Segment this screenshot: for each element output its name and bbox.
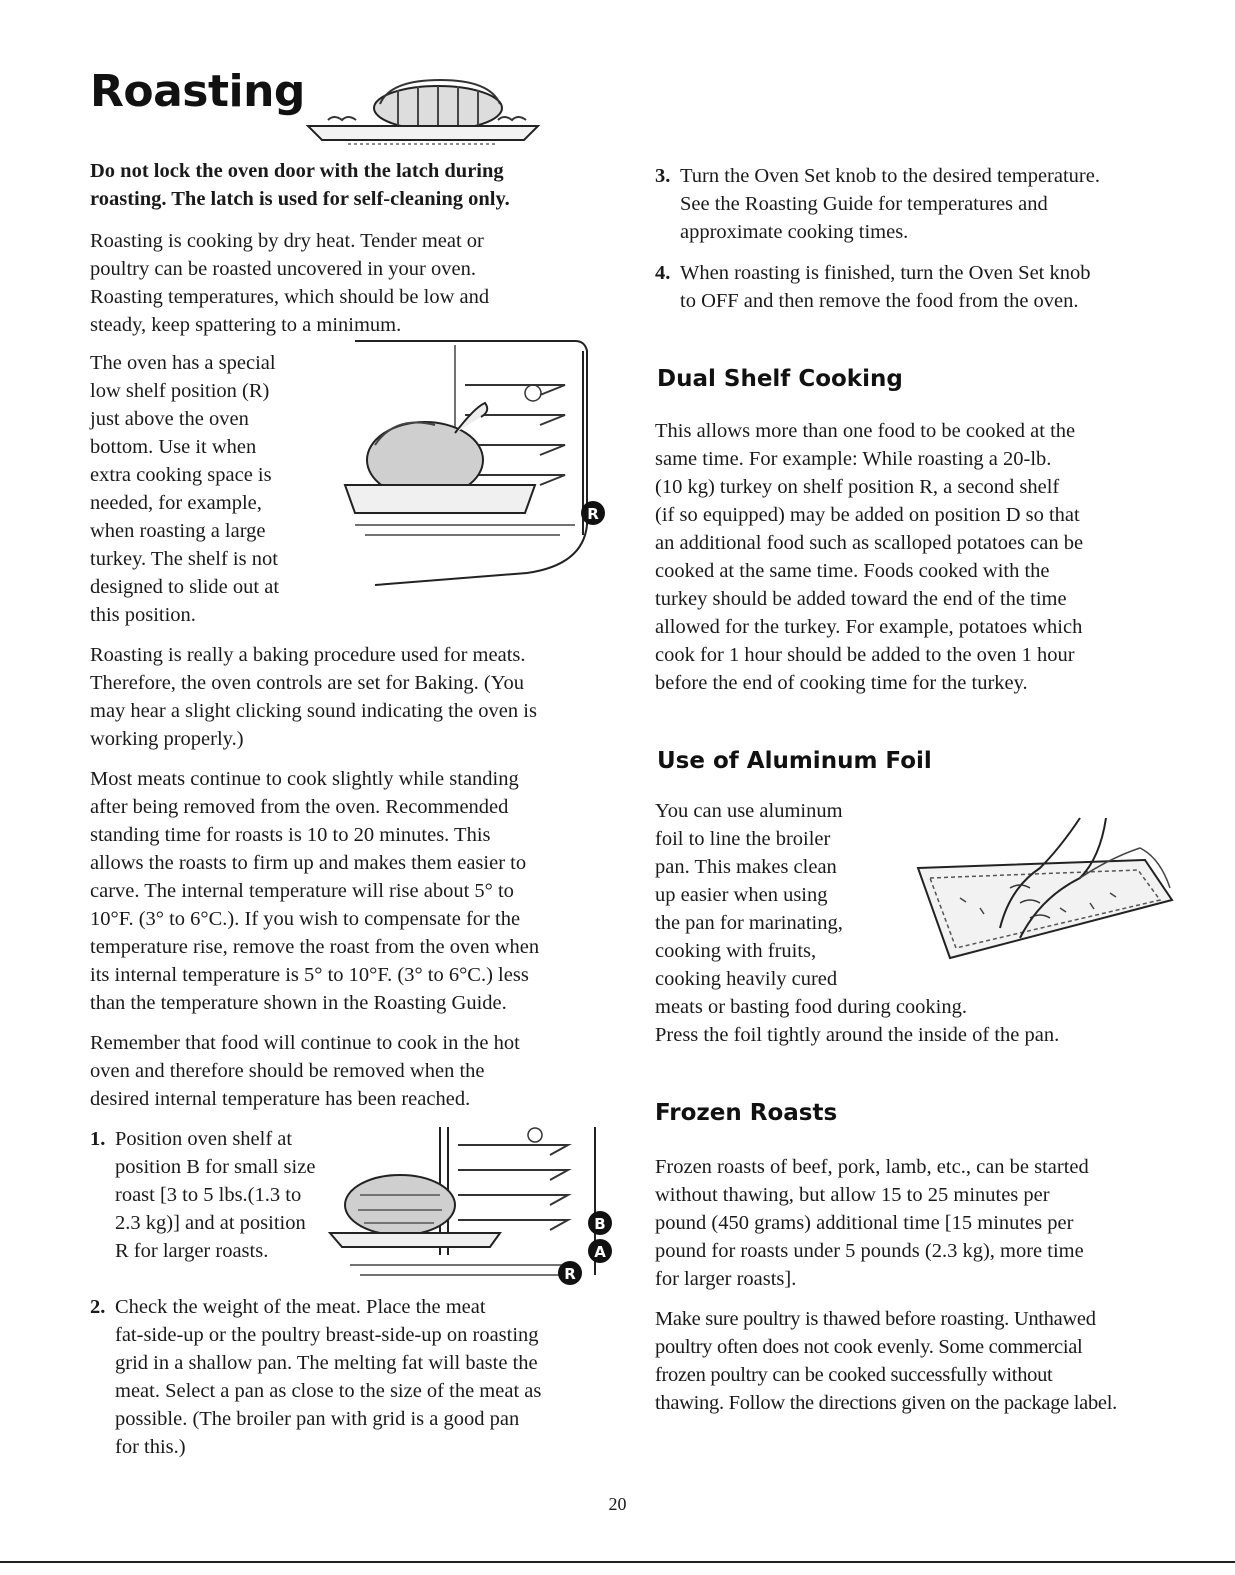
- text-line: roast [3 to 5 lbs.(1.3 to: [115, 1184, 302, 1206]
- text-line: (10 kg) turkey on shelf position R, a second shelf: [655, 476, 1060, 498]
- text-line: temperature rise, remove the roast from the oven when: [90, 936, 540, 958]
- warning-text: [90, 157, 610, 213]
- page-number: 20: [608, 1494, 627, 1514]
- text-line: poultry often does not cook evenly. Some commercial: [655, 1336, 1083, 1358]
- frozen-paragraph-2: [655, 1305, 1195, 1417]
- page-title: Roasting: [90, 66, 305, 117]
- text-line: bottom. Use it when: [90, 436, 257, 458]
- text-line: possible. (The broiler pan with grid is a good pan: [115, 1408, 520, 1430]
- text-line: frozen poultry can be cooked successfully without: [655, 1364, 1053, 1386]
- text-line: Roasting is really a baking procedure used for meats.: [90, 644, 526, 666]
- step-text: [115, 1125, 315, 1265]
- text-line: The oven has a special: [90, 352, 276, 374]
- step-text: [680, 259, 1091, 315]
- warning-line: Do not lock the oven door with the latch during: [90, 160, 504, 182]
- text-line: when roasting a large: [90, 520, 266, 542]
- text-line: cooking with fruits,: [655, 940, 817, 962]
- text-line: after being removed from the oven. Recommended: [90, 796, 509, 818]
- text-line: 10°F. (3° to 6°C.). If you wish to compensate for the: [90, 908, 521, 930]
- text-line: extra cooking space is: [90, 464, 272, 486]
- text-line: Turn the Oven Set knob to the desired temperature.: [680, 165, 1100, 187]
- text-line: position B for small size: [115, 1156, 316, 1178]
- step-1: [90, 1125, 350, 1270]
- roast-oven-illustration: [330, 1125, 615, 1295]
- text-line: its internal temperature is 5° to 10°F. (3° to 6°C.) less: [90, 964, 529, 986]
- text-line: than the temperature shown in the Roasting Guide.: [90, 992, 507, 1014]
- text-line: Remember that food will continue to cook in the hot: [90, 1032, 520, 1054]
- text-line: poultry can be roasted uncovered in your oven.: [90, 258, 476, 280]
- text-line: allowed for the turkey. For example, potatoes which: [655, 616, 1083, 638]
- text-line: pan. This makes clean: [655, 856, 837, 878]
- text-line: Frozen roasts of beef, pork, lamb, etc., can be started: [655, 1156, 1089, 1178]
- text-line: before the end of cooking time for the turkey.: [655, 672, 1028, 694]
- text-line: meat. Select a pan as close to the size of the meat as: [115, 1380, 542, 1402]
- text-line: (if so equipped) may be added on position D so that: [655, 504, 1080, 526]
- step-number: 3.: [655, 165, 671, 187]
- text-line: Make sure poultry is thawed before roasting. Unthawed: [655, 1308, 1096, 1330]
- text-line: approximate cooking times.: [680, 221, 909, 243]
- shelf-badge-a: [588, 1239, 612, 1263]
- step-number: 1.: [90, 1128, 106, 1150]
- foil-heading: Use of Aluminum Foil: [657, 748, 932, 774]
- shelf-badge-b: [588, 1211, 612, 1235]
- svg-text:B: B: [594, 1215, 606, 1233]
- text-line: without thawing, but allow 15 to 25 minutes per: [655, 1184, 1050, 1206]
- text-line: for larger roasts].: [655, 1268, 797, 1290]
- text-line: needed, for example,: [90, 492, 262, 514]
- text-line: just above the oven: [90, 408, 249, 430]
- bottom-rule: [0, 1561, 1235, 1563]
- text-line: You can use aluminum: [655, 800, 843, 822]
- text-line: 2.3 kg)] and at position: [115, 1212, 306, 1234]
- text-line: allows the roasts to firm up and makes them easier to: [90, 852, 527, 874]
- standing-paragraph: [90, 765, 610, 1017]
- text-line: Press the foil tightly around the inside of the pan.: [655, 1024, 1060, 1046]
- step-number: 4.: [655, 262, 671, 284]
- shelf-badge-r: [581, 501, 605, 525]
- text-line: cooked at the same time. Foods cooked with the: [655, 560, 1050, 582]
- warning-line: roasting. The latch is used for self-cleaning only.: [90, 188, 510, 210]
- dual-shelf-paragraph: [655, 417, 1195, 697]
- text-line: Roasting temperatures, which should be low and: [90, 286, 490, 308]
- step-number: 2.: [90, 1296, 106, 1318]
- text-line: Check the weight of the meat. Place the meat: [115, 1296, 486, 1318]
- text-line: thawing. Follow the directions given on the package label.: [655, 1392, 1117, 1414]
- step-4: [655, 259, 1195, 319]
- text-line: meats or basting food during cooking.: [655, 996, 968, 1018]
- text-line: Roasting is cooking by dry heat. Tender meat or: [90, 230, 484, 252]
- frozen-paragraph-1: [655, 1153, 1195, 1293]
- intro-paragraph: [90, 227, 610, 339]
- text-line: low shelf position (R): [90, 380, 270, 402]
- text-line: working properly.): [90, 728, 244, 750]
- step-2: [90, 1293, 610, 1468]
- text-line: pound (450 grams) additional time [15 minutes per: [655, 1212, 1074, 1234]
- shelf-paragraph: [90, 349, 330, 629]
- text-line: This allows more than one food to be cooked at the: [655, 420, 1076, 442]
- text-line: turkey should be added toward the end of the time: [655, 588, 1067, 610]
- roast-pan-illustration: [298, 74, 556, 152]
- text-line: standing time for roasts is 10 to 20 minutes. This: [90, 824, 491, 846]
- svg-text:A: A: [594, 1243, 606, 1261]
- svg-text:R: R: [564, 1265, 576, 1283]
- text-line: cooking heavily cured: [655, 968, 838, 990]
- svg-text:R: R: [587, 505, 599, 523]
- text-line: Most meats continue to cook slightly while standing: [90, 768, 519, 790]
- text-line: desired internal temperature has been reached.: [90, 1088, 471, 1110]
- text-line: for this.): [115, 1436, 186, 1458]
- text-line: steady, keep spattering to a minimum.: [90, 314, 402, 336]
- text-line: designed to slide out at: [90, 576, 280, 598]
- text-line: Position oven shelf at: [115, 1128, 293, 1150]
- step-3: [655, 162, 1195, 252]
- turkey-oven-illustration: [335, 335, 610, 585]
- text-line: the pan for marinating,: [655, 912, 843, 934]
- text-line: R for larger roasts.: [115, 1240, 269, 1262]
- text-line: See the Roasting Guide for temperatures and: [680, 193, 1048, 215]
- text-line: turkey. The shelf is not: [90, 548, 278, 570]
- baking-paragraph: [90, 641, 610, 753]
- text-line: grid in a shallow pan. The melting fat will baste the: [115, 1352, 538, 1374]
- text-line: carve. The internal temperature will rise about 5° to: [90, 880, 514, 902]
- text-line: to OFF and then remove the food from the oven.: [680, 290, 1079, 312]
- foil-pan-illustration: [910, 808, 1185, 973]
- text-line: cook for 1 hour should be added to the oven 1 hour: [655, 644, 1075, 666]
- step-text: [115, 1293, 541, 1461]
- frozen-roasts-heading: Frozen Roasts: [655, 1100, 838, 1126]
- step-text: [680, 162, 1100, 246]
- text-line: Therefore, the oven controls are set for Baking. (You: [90, 672, 524, 694]
- text-line: When roasting is finished, turn the Oven Set knob: [680, 262, 1091, 284]
- text-line: same time. For example: While roasting a 20-lb.: [655, 448, 1052, 470]
- text-line: fat-side-up or the poultry breast-side-up on roasting: [115, 1324, 539, 1346]
- text-line: an additional food such as scalloped potatoes can be: [655, 532, 1084, 554]
- dual-shelf-heading: Dual Shelf Cooking: [657, 366, 903, 392]
- text-line: up easier when using: [655, 884, 828, 906]
- text-line: foil to line the broiler: [655, 828, 831, 850]
- text-line: may hear a slight clicking sound indicating the oven is: [90, 700, 537, 722]
- remember-paragraph: [90, 1029, 610, 1113]
- text-line: this position.: [90, 604, 196, 626]
- text-line: oven and therefore should be removed when the: [90, 1060, 485, 1082]
- text-line: pound for roasts under 5 pounds (2.3 kg), more time: [655, 1240, 1084, 1262]
- shelf-badge-r: [558, 1261, 582, 1285]
